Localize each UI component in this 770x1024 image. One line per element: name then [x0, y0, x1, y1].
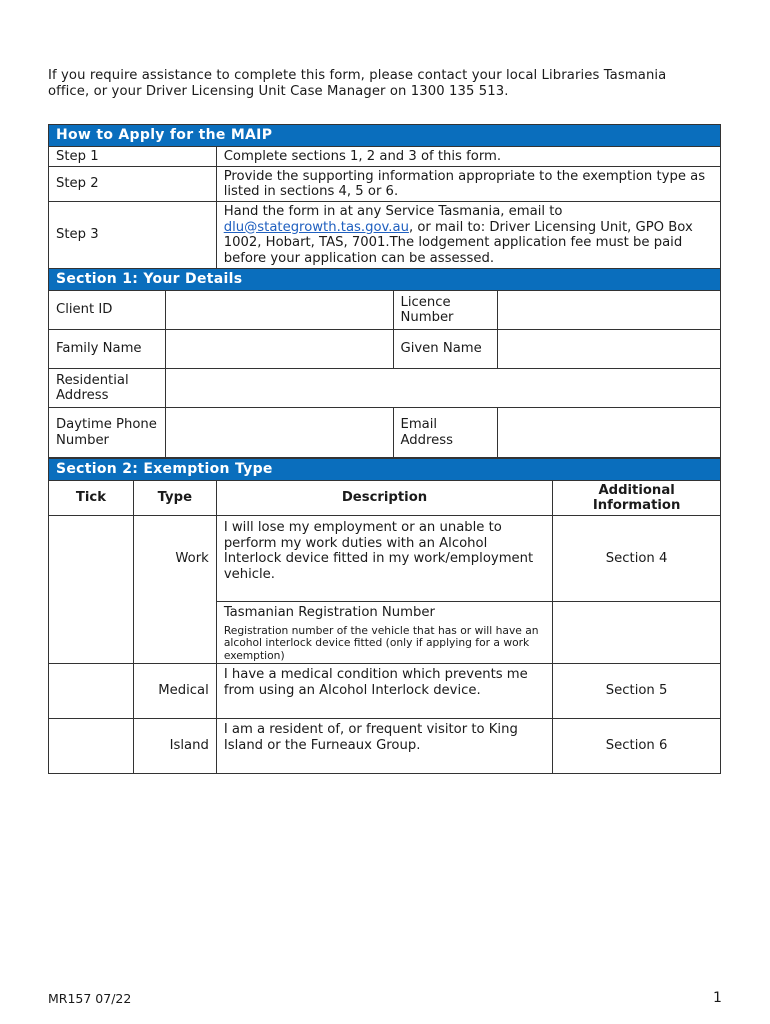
work-type: Work — [133, 516, 216, 664]
residential-address-field[interactable] — [165, 369, 720, 408]
page-number: 1 — [713, 990, 722, 1006]
form-code: MR157 07/22 — [48, 991, 132, 1006]
col-additional-header: Additional Information — [553, 481, 721, 516]
section-1-table — [48, 268, 721, 458]
given-name-label: Given Name — [393, 330, 498, 369]
intro-line-2: office, or your Driver Licensing Unit Case Manager on 1300 135 513. — [48, 84, 509, 99]
residential-address-label: Residential Address — [49, 369, 166, 408]
work-description: I will lose my employment or an unable to perform my work duties with an Alcohol Interlock device fitted in my work/employment vehicle. — [216, 516, 552, 602]
work-tick-box[interactable] — [49, 516, 134, 664]
family-name-field[interactable] — [165, 330, 393, 369]
email-address-label: Email Address — [393, 408, 498, 458]
registration-label: Tasmanian Registration Number — [223, 605, 435, 620]
how-to-apply-table — [48, 124, 721, 269]
island-type: Island — [133, 719, 216, 774]
step-1-label: Step 1 — [49, 147, 217, 167]
section-2-heading: Section 2: Exemption Type — [49, 459, 721, 481]
col-description-header: Description — [216, 481, 552, 516]
daytime-phone-field[interactable] — [165, 408, 393, 458]
step-2-label: Step 2 — [49, 167, 217, 202]
registration-note: Registration number of the vehicle that has or will have an alcohol interlock device fitted (only if applying for a work exemption) — [223, 623, 539, 662]
medical-description: I have a medical condition which prevents me from using an Alcohol Interlock device. — [216, 664, 552, 719]
island-description: I am a resident of, or frequent visitor to King Island or the Furneaux Group. — [216, 719, 552, 774]
given-name-field[interactable] — [498, 330, 721, 369]
intro-text — [48, 68, 728, 100]
section-1-heading: Section 1: Your Details — [49, 269, 721, 291]
col-tick-header: Tick — [49, 481, 134, 516]
daytime-phone-label: Daytime Phone Number — [49, 408, 166, 458]
email-address-field[interactable] — [498, 408, 721, 458]
col-type-header: Type — [133, 481, 216, 516]
island-info: Section 6 — [553, 719, 721, 774]
registration-number-field[interactable] — [553, 602, 721, 664]
client-id-field[interactable] — [165, 291, 393, 330]
step-1-text: Complete sections 1, 2 and 3 of this form. — [216, 147, 720, 167]
client-id-label: Client ID — [49, 291, 166, 330]
how-to-apply-heading: How to Apply for the MAIP — [49, 125, 721, 147]
licence-number-label: Licence Number — [393, 291, 498, 330]
medical-type: Medical — [133, 664, 216, 719]
island-tick-box[interactable] — [49, 719, 134, 774]
step-3-text-after: , or mail to: Driver Licensing Unit, GPO Box 1002, Hobart, TAS, 7001.The lodgement application fee must be paid before your application can be assessed. — [223, 219, 693, 266]
medical-info: Section 5 — [553, 664, 721, 719]
licence-number-field[interactable] — [498, 291, 721, 330]
registration-cell — [216, 602, 552, 664]
section-2-table — [48, 458, 721, 774]
step-3-label: Step 3 — [49, 202, 217, 269]
email-link[interactable]: dlu@stategrowth.tas.gov.au — [223, 219, 409, 235]
step-2-text: Provide the supporting information appropriate to the exemption type as listed in sections 4, 5 or 6. — [216, 167, 720, 202]
step-3-text-before: Hand the form in at any Service Tasmania, email to — [223, 204, 563, 219]
family-name-label: Family Name — [49, 330, 166, 369]
intro-line-1: If you require assistance to complete this form, please contact your local Libraries Tasmania — [48, 68, 667, 83]
medical-tick-box[interactable] — [49, 664, 134, 719]
work-info: Section 4 — [553, 516, 721, 602]
step-3-text — [216, 202, 720, 269]
